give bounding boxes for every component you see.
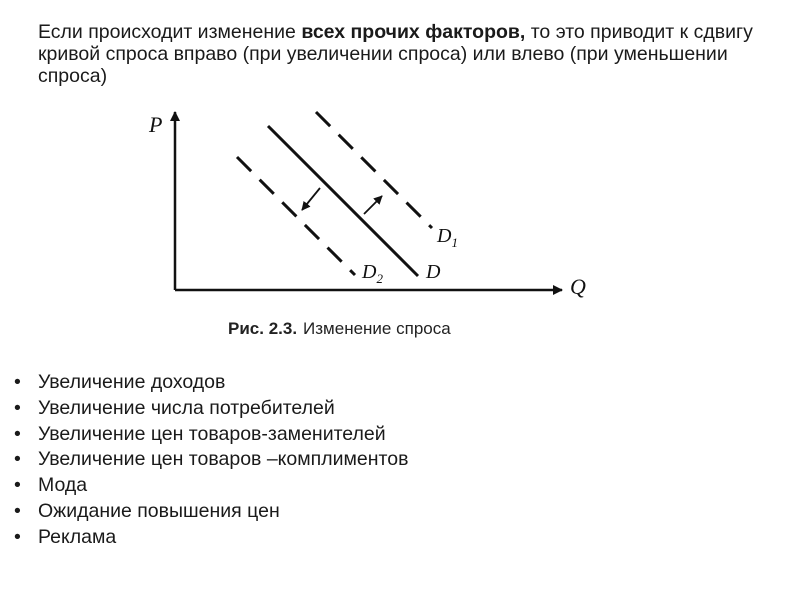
intro-text-end: то это приводит к сдвигу кривой спроса вправо (при увеличении спроса) или влево (при уменьшении спроса) [38,21,753,87]
list-item-text: Мода [38,474,88,497]
list-item [14,499,408,525]
intro-bold-phrase: всех прочих факторов, [301,21,526,43]
curve-label-d: D [426,261,441,283]
demand-factors-list [14,370,408,551]
list-item-text: Увеличение цен товаров –комплиментов [38,448,409,471]
y-axis-label: P [149,112,163,137]
figure-caption-text: Изменение спроса [303,319,451,338]
bullet-icon: • [14,525,21,548]
shift-left-arrow [302,188,320,210]
list-item-text: Увеличение доходов [38,371,226,393]
list-item [14,473,408,499]
bullet-icon: • [14,396,21,419]
list-item [14,370,408,396]
bullet-icon: • [14,474,21,497]
list-item [14,447,408,473]
demand-curve-d2 [237,157,355,275]
list-item-text: Увеличение цен товаров-заменителей [38,422,386,445]
shift-right-arrow [364,196,382,214]
bullet-icon: • [14,499,21,522]
list-item [14,525,408,551]
demand-curve-d [268,126,418,276]
figure-caption-number: Рис. 2.3. [228,319,298,338]
x-axis-label: Q [570,274,586,299]
list-item-text: Увеличение числа потребителей [38,396,335,419]
list-item [14,422,408,448]
figure-caption [228,319,451,338]
curve-label-d1: $D_1$ [437,225,458,250]
list-item-text: Реклама [38,525,117,548]
curve-label-d2: $D_2$ [362,261,383,286]
demand-curve-d1 [316,112,432,228]
list-item-text: Ожидание повышения цен [38,499,280,522]
bullet-icon: • [14,422,21,445]
bullet-icon: • [14,371,21,393]
bullet-icon: • [14,448,21,471]
intro-text-start: Если происходит изменение [38,21,302,43]
list-item [14,396,408,422]
